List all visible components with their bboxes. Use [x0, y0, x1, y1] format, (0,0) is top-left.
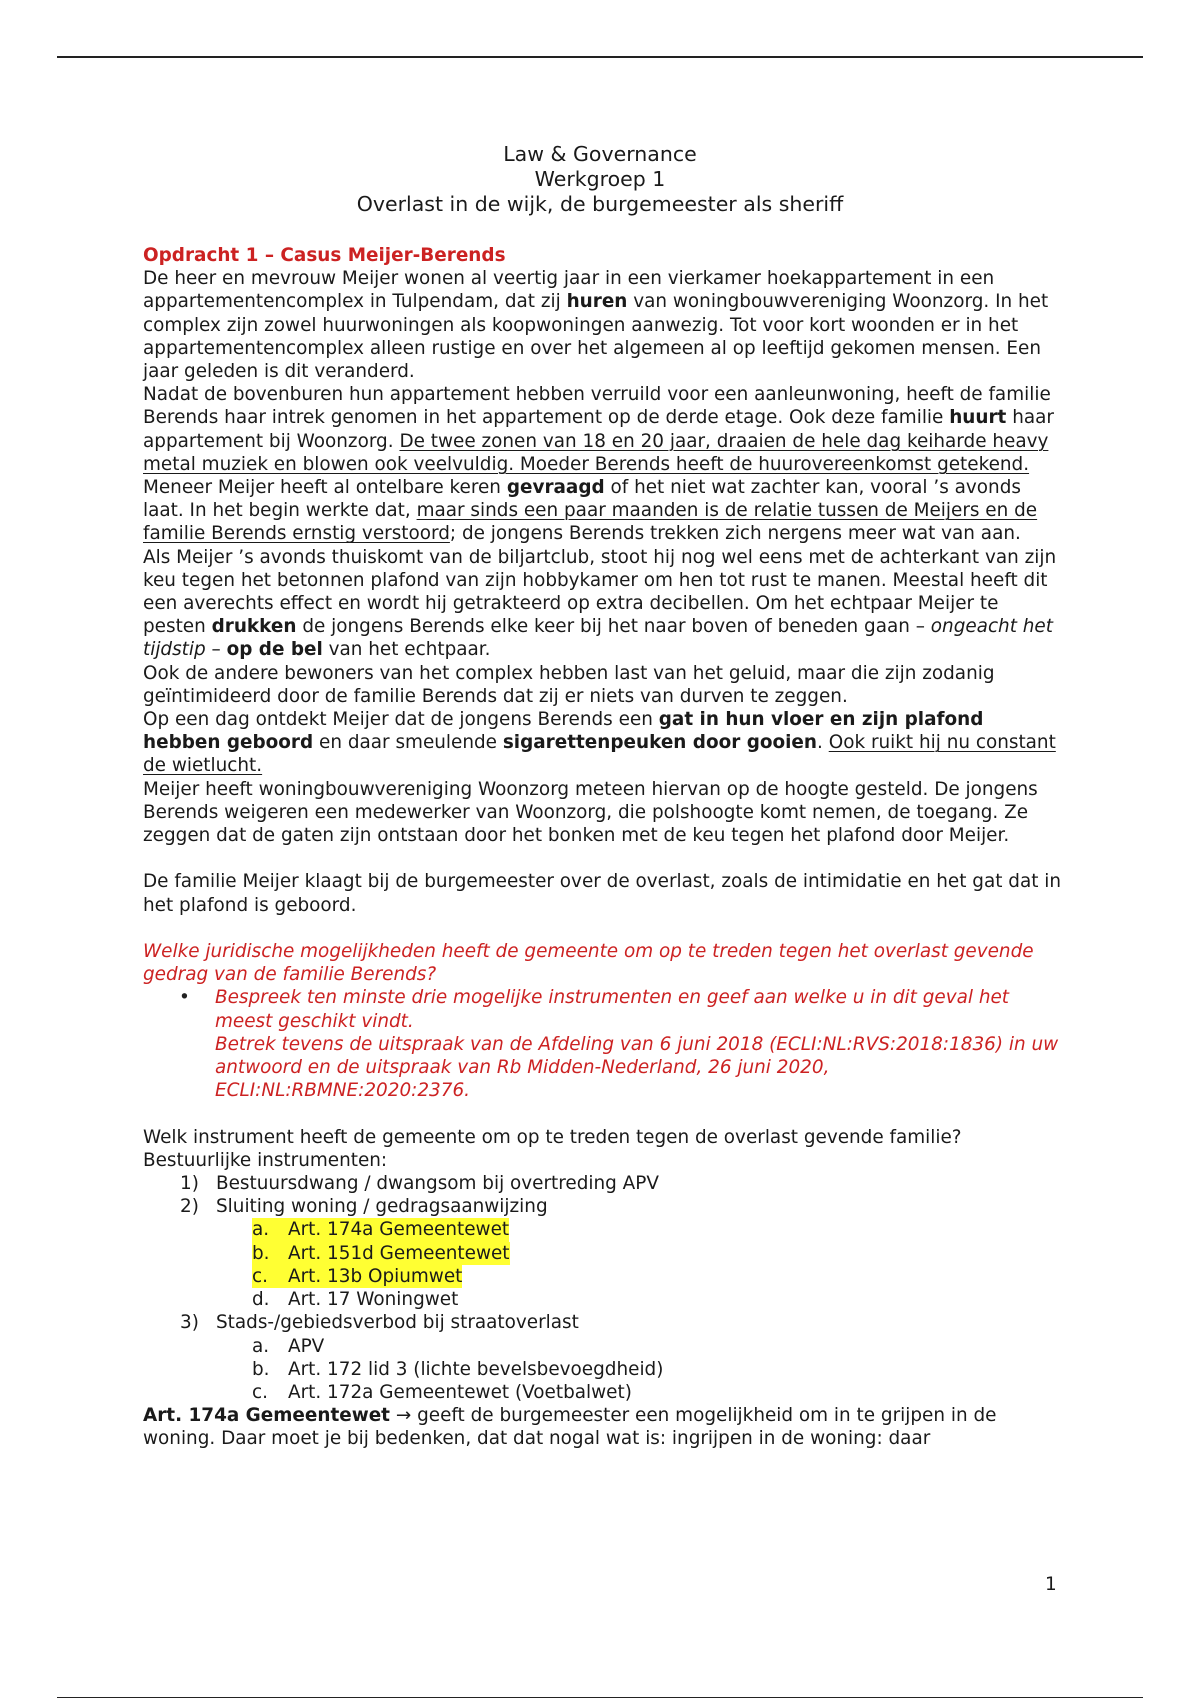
- case-paragraph-4: Als Meijer ’s avonds thuiskomt van de biljartclub, stoot hij nog wel eens met de achterkant van zijn keu tegen het betonnen plafond van zijn hobbykamer om hen tot rust te manen. Meestal heeft dit een averechts effect en wordt hij getrakteerd op extra decibellen. Om het echtpaar Meijer te pesten drukken de jongens Berends elke keer bij het naar boven of beneden gaan – ongeacht het tijdstip – op de bel van het echtpaar.: [143, 546, 1057, 661]
- question-bullets: [143, 986, 1063, 1102]
- sub-list-item: a. APV: [252, 1335, 325, 1357]
- case-paragraph-8: De familie Meijer klaagt bij de burgemeester over de overlast, zoals de intimidatie en het gat dat in het plafond is geboord.: [143, 871, 1062, 916]
- assignment-heading: Opdracht 1 – Casus Meijer-Berends: [143, 245, 506, 266]
- sub-list-item: b. Art. 151d Gemeentewet: [252, 1242, 510, 1264]
- case-paragraph-1: De heer en mevrouw Meijer wonen al veertig jaar in een vierkamer hoekappartement in een appartementencomplex in Tulpendam, dat zij huren van woningbouwvereniging Woonzorg. In het complex zijn zowel huurwoningen als koopwoningen aanwezig. Tot voor kort woonden er in het appartementencomplex alleen rustige en over het algemeen al op leeftijd gekomen mensen. Een jaar geleden is dit veranderd.: [143, 268, 1049, 383]
- bottom-rule: [57, 1697, 1143, 1698]
- top-rule: [57, 56, 1143, 58]
- document-body: [143, 244, 1063, 1451]
- instruments-label: Bestuurlijke instrumenten:: [143, 1149, 388, 1171]
- sub-list-item: c. Art. 13b Opiumwet: [252, 1265, 463, 1287]
- arrow-icon: →: [389, 1405, 418, 1427]
- answer-paragraph: Art. 174a Gemeentewet → geeft de burgemeester een mogelijkheid om in te grijpen in de woning. Daar moet je bij bedenken, dat dat nogal wat is: ingrijpen in de woning: daar: [143, 1405, 997, 1450]
- document-title-block: [0, 142, 1200, 217]
- list-item: 3) Stads-/gebiedsverbod bij straatoverlast a. APV b. Art. 172 lid 3 (lichte bevelsbevoegdheid) c. Art. 172a Gemeentewet (Voetbalwet): [143, 1311, 1063, 1404]
- workgroup-title: Werkgroep 1: [534, 167, 666, 191]
- list-item: 2) Sluiting woning / gedragsaanwijzing a. Art. 174a Gemeentewet b. Art. 151d Gemeentewet c. Art. 13b Opiumwet d. Art. 17 Woningwet: [143, 1195, 1063, 1311]
- sub-list-item: a. Art. 174a Gemeentewet: [252, 1219, 510, 1241]
- case-paragraph-3: Meneer Meijer heeft al ontelbare keren gevraagd of het niet wat zachter kan, vooral ’s avonds laat. In het begin werkte dat, maar sinds een paar maanden is de relatie tussen de Meijers en de familie Berends ernstig verstoord; de jongens Berends trekken zich nergens meer wat van aan.: [143, 477, 1038, 545]
- question-bullet-item: [179, 986, 1063, 1102]
- case-paragraph-6: Op een dag ontdekt Meijer dat de jongens Berends een gat in hun vloer en zijn plafond hebben geboord en daar smeulende sigarettenpeuken door gooien. Ook ruikt hij nu constant de wietlucht.: [143, 709, 1056, 777]
- bullet-dot: •: [179, 987, 190, 1009]
- sub-list: [216, 1218, 1063, 1311]
- course-title: Law & Governance: [503, 142, 697, 166]
- case-paragraph-5: Ook de andere bewoners van het complex hebben last van het geluid, maar die zijn zodanig geïntimideerd door de familie Berends dat zij er niets van durven te zeggen.: [143, 662, 995, 707]
- case-paragraph-2: Nadat de bovenburen hun appartement hebben verruild voor een aanleunwoning, heeft de familie Berends haar intrek genomen in het appartement op de derde etage. Ook deze familie huurt haar appartement bij Woonzorg. De twee zonen van 18 en 20 jaar, draaien de hele dag keiharde heavy metal muziek en blowen ook veelvuldig. Moeder Berends heeft de huurovereenkomst getekend.: [143, 384, 1054, 475]
- instrument-list: [143, 1172, 1063, 1404]
- list-item: 1) Bestuursdwang / dwangsom bij overtreding APV: [180, 1173, 659, 1195]
- sub-list-item: d. Art. 17 Woningwet: [252, 1289, 459, 1311]
- assignment-question: Welke juridische mogelijkheden heeft de gemeente om op te treden tegen het overlast gevende gedrag van de familie Berends?: [143, 941, 1034, 986]
- sub-list: [216, 1335, 1063, 1405]
- bullet-text-1: Bespreek ten minste drie mogelijke instrumenten en geef aan welke u in dit geval het meest geschikt vindt.: [215, 987, 1010, 1032]
- bullet-text-2: Betrek tevens de uitspraak van de Afdeling van 6 juni 2018 (ECLI:NL:RVS:2018:1836) in uw antwoord en de uitspraak van Rb Midden-Nederland, 26 juni 2020, ECLI:NL:RBMNE:2020:2376.: [215, 1033, 1059, 1102]
- sub-list-item: b. Art. 172 lid 3 (lichte bevelsbevoegdheid): [252, 1358, 664, 1380]
- case-paragraph-7: Meijer heeft woningbouwvereniging Woonzorg meteen hiervan op de hoogte gesteld. De jongens Berends weigeren een medewerker van Woonzorg, die polshoogte komt nemen, de toegang. Ze zeggen dat de gaten zijn ontstaan door het bonken met de keu tegen het plafond door Meijer.: [143, 778, 1038, 847]
- sub-list-item: c. Art. 172a Gemeentewet (Voetbalwet): [252, 1381, 632, 1403]
- topic-title: Overlast in de wijk, de burgemeester als sheriff: [356, 192, 844, 216]
- page-number: 1: [1045, 1574, 1057, 1595]
- answer-intro: Welk instrument heeft de gemeente om op te treden tegen de overlast gevende familie?: [143, 1126, 962, 1148]
